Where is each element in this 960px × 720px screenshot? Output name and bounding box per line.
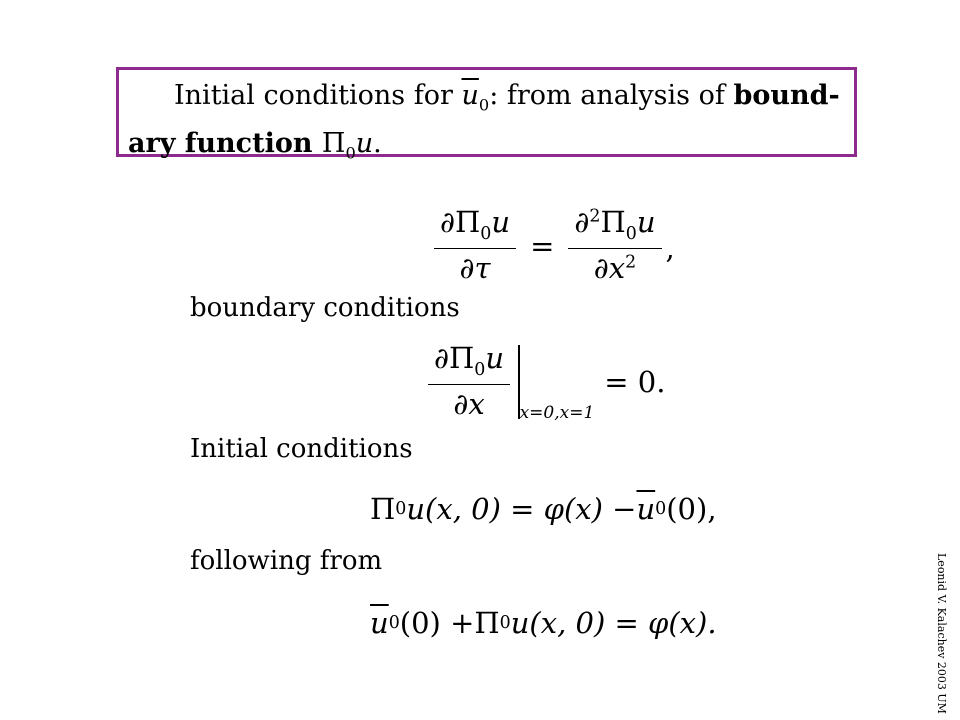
consistency-equation: $\overline{u}$ 0 (0) + Π 0 u(x, 0) = φ(x). (370, 606, 717, 640)
slide-title: Initial conditions for $\overline{u}_0$: from analysis of bound- ary function $\Pi_0u$. (128, 80, 840, 163)
evaluation-subscript: x=0,x=1 (519, 402, 595, 423)
initial-condition-equation: Π 0 u(x, 0) = φ(x) − $\overline{u}$ 0 (0), (370, 492, 717, 526)
label-initial-conditions: Initial conditions (190, 434, 413, 464)
label-boundary-conditions: boundary conditions (190, 293, 460, 323)
boundary-fraction: $\frac{\partial\Pi_0u}{\partial x}$ (428, 343, 510, 421)
heat-equation: $\frac{\partial\Pi_0u}{\partial\tau}$ = $\frac{\partial^2\Pi_0u}{\partial x^2}$ , (430, 207, 675, 285)
author-side-note: Leonid V. Kalachev 2003 UM (935, 553, 948, 714)
boundary-equation: $\frac{\partial\Pi_0u}{\partial x}$ x=0,x=1 = 0. (424, 343, 665, 421)
label-following-from: following from (190, 546, 383, 576)
title-box (116, 67, 857, 163)
bold-phrase: bound- ary function (128, 80, 840, 160)
lhs-fraction: $\frac{\partial\Pi_0u}{\partial\tau}$ (434, 207, 516, 285)
rhs-fraction: $\frac{\partial^2\Pi_0u}{\partial x^2}$ (568, 207, 661, 285)
